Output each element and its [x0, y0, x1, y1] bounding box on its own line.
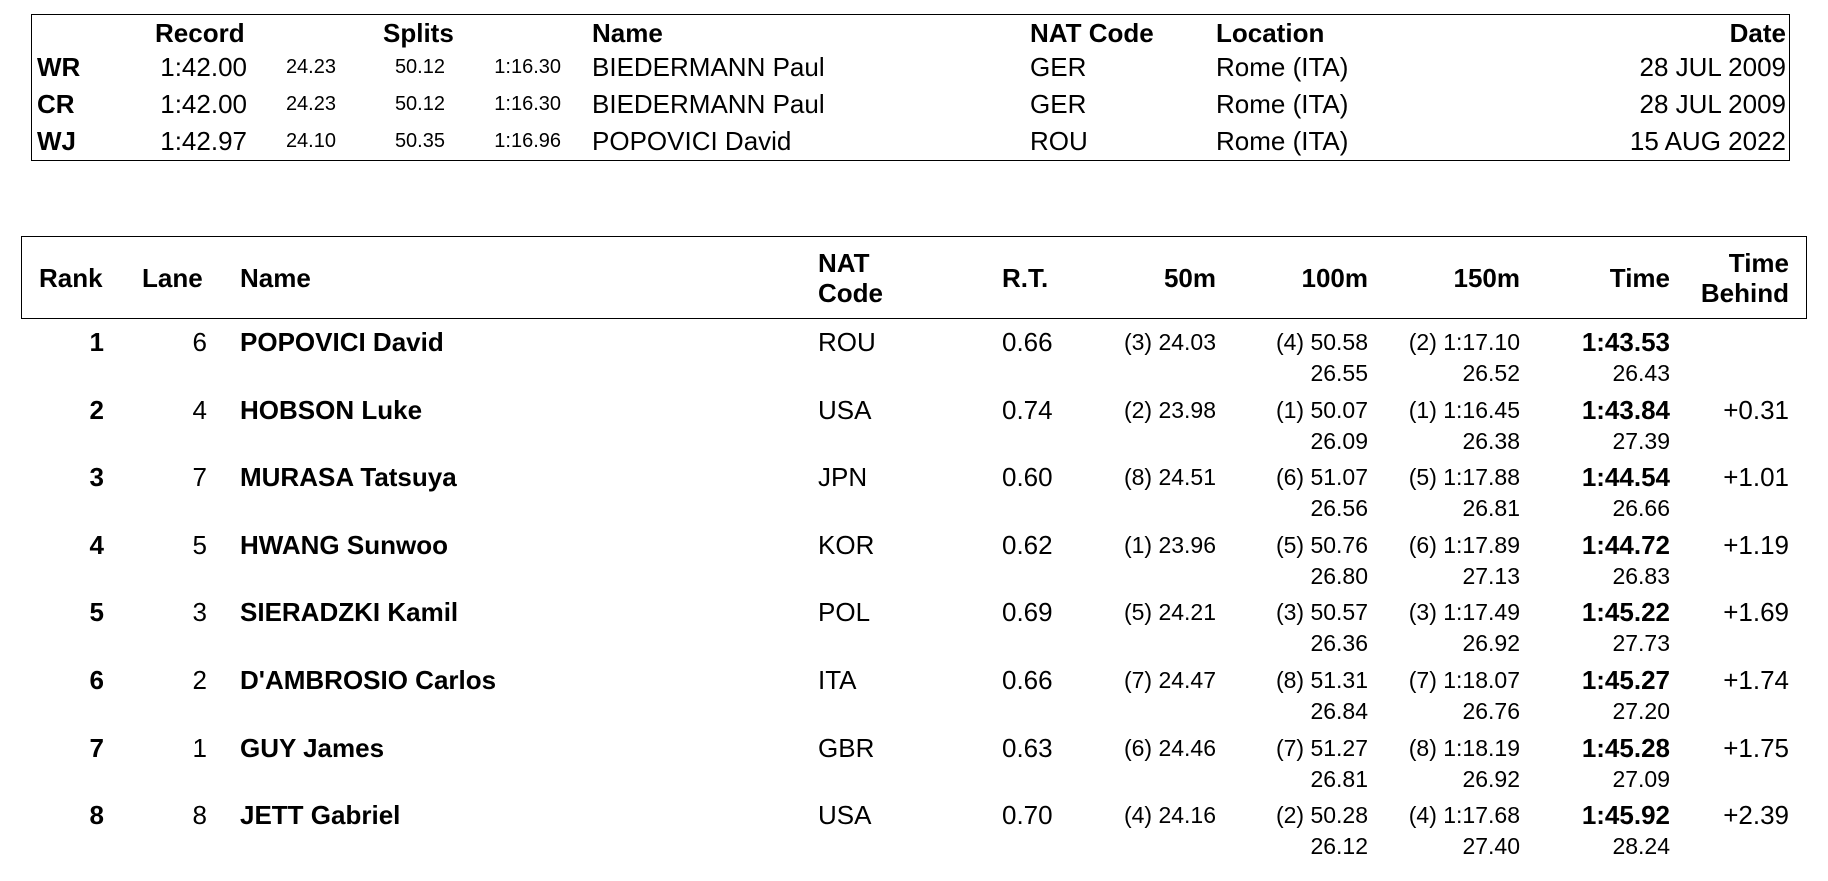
result-lane: 1 [192, 732, 207, 763]
result-m150: (5) 1:17.88 [1408, 464, 1520, 491]
result-m150-split: 26.92 [1462, 630, 1520, 657]
result-nat: KOR [818, 529, 875, 560]
col-header-rt: R.T. [1002, 263, 1049, 293]
col-header-100m: 100m [1301, 263, 1368, 293]
result-lane: 2 [192, 665, 207, 695]
result-rank: 5 [89, 597, 104, 628]
result-m100-split: 26.36 [1310, 630, 1368, 657]
record-s-split-3: 1:16.96 [494, 130, 561, 152]
result-rt: 0.63 [1002, 732, 1053, 763]
result-time-split: 26.66 [1612, 495, 1670, 522]
result-nat: USA [818, 800, 872, 831]
record-type: WJ [37, 126, 76, 156]
record-date: 28 JUL 2009 [1639, 89, 1786, 119]
record-date: 28 JUL 2009 [1639, 52, 1786, 82]
result-m150-split: 26.81 [1462, 495, 1520, 522]
record-time: 1:42.00 [160, 89, 247, 119]
result-lane: 3 [192, 597, 207, 628]
result-rank: 3 [89, 462, 104, 493]
result-m150: (3) 1:17.49 [1408, 599, 1520, 626]
col-header-time: Time [1609, 263, 1670, 293]
result-name: HWANG Sunwoo [240, 529, 448, 560]
record-location: Rome (ITA) [1216, 52, 1349, 82]
result-m100-split: 26.12 [1310, 833, 1368, 860]
record-s-split-1: 24.10 [285, 130, 336, 152]
records-header-nat: NAT Code [1030, 18, 1154, 48]
result-name: MURASA Tatsuya [240, 462, 457, 493]
result-time-split: 26.83 [1612, 562, 1670, 589]
result-name: SIERADZKI Kamil [240, 597, 459, 628]
result-m100: (3) 50.57 [1275, 599, 1368, 626]
result-time: 1:45.22 [1581, 597, 1670, 628]
result-m100-split: 26.81 [1310, 765, 1368, 792]
result-behind: +1.01 [1723, 462, 1789, 493]
result-nat: POL [818, 597, 871, 628]
result-behind: +2.39 [1723, 800, 1789, 831]
records-header-date: Date [1729, 18, 1786, 48]
result-rt: 0.70 [1002, 800, 1053, 831]
result-behind: +1.75 [1723, 732, 1789, 763]
result-m100-split: 26.09 [1310, 427, 1368, 454]
col-header-150m: 150m [1453, 263, 1520, 293]
result-name: D'AMBROSIO Carlos [240, 665, 497, 695]
result-nat: ROU [818, 327, 876, 357]
result-m100: (2) 50.28 [1275, 802, 1368, 829]
result-m50: (5) 24.21 [1123, 599, 1216, 626]
result-time-split: 27.09 [1612, 765, 1670, 792]
result-rt: 0.66 [1002, 327, 1053, 357]
records-header-splits: Splits [383, 18, 454, 48]
result-lane: 8 [192, 800, 207, 831]
record-nat: GER [1030, 52, 1087, 82]
result-m50: (7) 24.47 [1123, 667, 1216, 693]
records-header-name: Name [592, 18, 663, 48]
result-time: 1:45.28 [1581, 732, 1670, 763]
record-time: 1:42.00 [160, 52, 247, 82]
record-location: Rome (ITA) [1216, 89, 1349, 119]
result-time-split: 28.24 [1612, 833, 1670, 860]
result-nat: USA [818, 394, 872, 425]
result-rank: 1 [89, 327, 104, 357]
result-m150-split: 27.13 [1462, 562, 1520, 589]
result-rank: 8 [89, 800, 104, 831]
result-time-split: 26.43 [1612, 360, 1670, 386]
col-header-nat-line1: NAT [818, 248, 870, 278]
result-m100: (8) 51.31 [1275, 667, 1368, 693]
result-time: 1:43.84 [1581, 394, 1670, 425]
result-nat: GBR [818, 732, 875, 763]
result-m50: (4) 24.16 [1123, 802, 1216, 829]
result-lane: 6 [192, 327, 207, 357]
result-m100-split: 26.80 [1310, 562, 1368, 589]
record-name: BIEDERMANN Paul [592, 52, 825, 82]
result-name: HOBSON Luke [240, 394, 423, 425]
result-rt: 0.60 [1002, 462, 1053, 493]
result-nat: JPN [818, 462, 868, 493]
col-header-behind-line2: Behind [1700, 278, 1789, 308]
result-time: 1:45.92 [1581, 800, 1670, 831]
record-name: POPOVICI David [592, 126, 792, 156]
result-m150-split: 27.40 [1462, 833, 1520, 860]
record-s-split-3: 1:16.30 [494, 56, 561, 78]
result-m100-split: 26.55 [1310, 360, 1368, 386]
record-s-split-2: 50.35 [394, 130, 445, 152]
result-rt: 0.62 [1002, 529, 1053, 560]
record-nat: ROU [1030, 126, 1088, 156]
col-header-name: Name [240, 263, 311, 293]
records-header-record: Record [155, 18, 245, 48]
record-s-split-1: 24.23 [285, 93, 336, 115]
result-m150-split: 26.92 [1462, 765, 1520, 792]
result-time: 1:44.54 [1581, 462, 1670, 493]
result-m150: (6) 1:17.89 [1408, 531, 1520, 558]
record-name: BIEDERMANN Paul [592, 89, 825, 119]
result-m150: (1) 1:16.45 [1408, 396, 1520, 423]
result-behind: +1.69 [1723, 597, 1789, 628]
col-header-behind-line1: Time [1728, 248, 1789, 278]
result-nat: ITA [818, 665, 857, 695]
result-m150: (2) 1:17.10 [1408, 329, 1520, 355]
result-m100: (7) 51.27 [1275, 734, 1368, 761]
result-rank: 6 [89, 665, 104, 695]
result-m150-split: 26.52 [1462, 360, 1520, 386]
result-time-split: 27.39 [1612, 427, 1670, 454]
result-m50: (8) 24.51 [1123, 464, 1216, 491]
result-m150-split: 26.76 [1462, 698, 1520, 724]
result-lane: 4 [192, 394, 207, 425]
result-behind: +1.19 [1723, 529, 1789, 560]
result-lane: 5 [192, 529, 207, 560]
col-header-50m: 50m [1163, 263, 1216, 293]
result-m50: (3) 24.03 [1123, 329, 1216, 355]
result-m100: (6) 51.07 [1275, 464, 1368, 491]
result-m150: (7) 1:18.07 [1408, 667, 1520, 693]
result-time: 1:44.72 [1581, 529, 1670, 560]
result-rank: 7 [89, 732, 104, 763]
result-time: 1:43.53 [1581, 327, 1670, 357]
result-behind: +0.31 [1723, 394, 1789, 425]
result-m100: (4) 50.58 [1275, 329, 1368, 355]
result-m50: (6) 24.46 [1123, 734, 1216, 761]
col-header-nat-line2: Code [818, 278, 883, 308]
result-m100-split: 26.84 [1310, 698, 1368, 724]
result-m150: (8) 1:18.19 [1408, 734, 1520, 761]
result-time-split: 27.20 [1612, 698, 1670, 724]
result-rt: 0.66 [1002, 665, 1053, 695]
record-time: 1:42.97 [160, 126, 247, 156]
record-type: CR [37, 89, 75, 119]
result-time: 1:45.27 [1581, 665, 1670, 695]
result-name: JETT Gabriel [240, 800, 401, 831]
result-name: GUY James [240, 732, 385, 763]
record-s-split-3: 1:16.30 [494, 93, 561, 115]
result-behind: +1.74 [1723, 665, 1789, 695]
result-rt: 0.69 [1002, 597, 1053, 628]
col-header-lane: Lane [142, 263, 203, 293]
result-m100-split: 26.56 [1310, 495, 1368, 522]
result-m150: (4) 1:17.68 [1408, 802, 1520, 829]
records-header-location: Location [1216, 18, 1325, 48]
result-time-split: 27.73 [1612, 630, 1670, 657]
record-nat: GER [1030, 89, 1087, 119]
result-rt: 0.74 [1002, 394, 1053, 425]
record-date: 15 AUG 2022 [1629, 126, 1786, 156]
result-name: POPOVICI David [240, 327, 444, 357]
result-m150-split: 26.38 [1462, 427, 1520, 454]
result-m50: (1) 23.96 [1123, 531, 1216, 558]
record-s-split-2: 50.12 [394, 93, 445, 115]
record-s-split-1: 24.23 [285, 56, 336, 78]
result-rank: 2 [89, 394, 104, 425]
result-rank: 4 [89, 529, 104, 560]
col-header-rank: Rank [39, 263, 103, 293]
record-location: Rome (ITA) [1216, 126, 1349, 156]
record-s-split-2: 50.12 [394, 56, 445, 78]
result-lane: 7 [192, 462, 207, 493]
result-m100: (1) 50.07 [1275, 396, 1368, 423]
record-type: WR [37, 52, 81, 82]
result-m100: (5) 50.76 [1275, 531, 1368, 558]
result-m50: (2) 23.98 [1123, 396, 1216, 423]
